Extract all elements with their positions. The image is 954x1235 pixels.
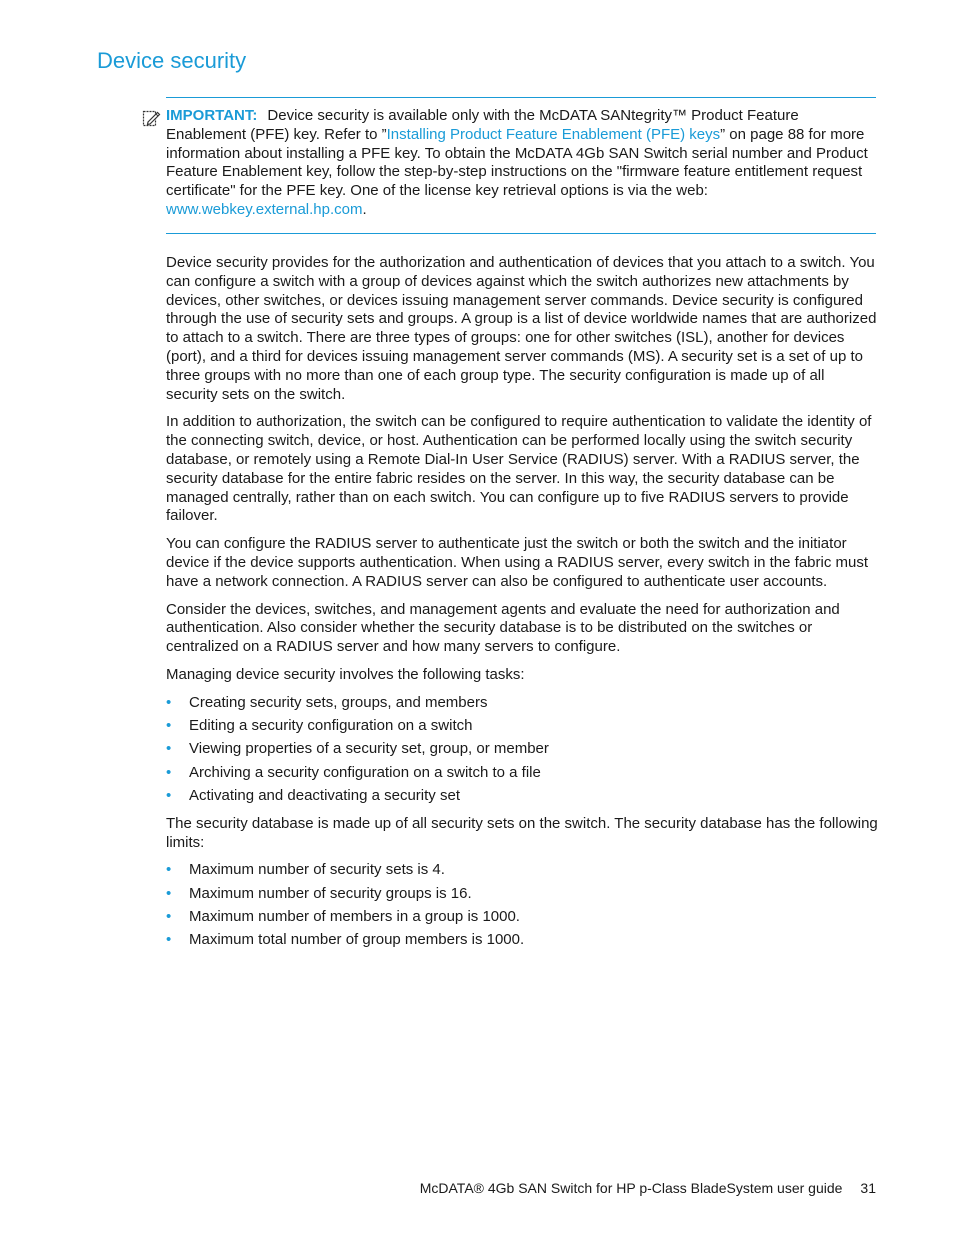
note-end: .	[362, 200, 367, 218]
paragraph: Device security provides for the authorization and authentication of devices that you attach to a switch. You can configure a switch with a group of devices against which the switch authorizes new attachments by devices, other switches, or devices issuing management server commands. Device security is configured through the use of security sets and groups. A group is a list of device worldwide names that are authorized to attach to a switch. There are three types of groups: one for other switches (ISL), another for devices (port), and a third for devices issuing management server commands (MS). A security set is a set of up to three groups with no more than one of each group type. The security configuration is made up of all security sets on the switch.	[166, 254, 877, 403]
paragraph: Consider the devices, switches, and management agents and evaluate the need for authorization and authentication. Also consider whether the security database is to be distributed on the switches or centralized on a RADIUS server and how many servers to configure.	[166, 600, 840, 656]
note-pencil-icon	[142, 108, 162, 128]
list-item	[166, 861, 878, 880]
limits-list	[166, 861, 878, 950]
bullet-icon: •	[166, 786, 172, 804]
bullet-icon: •	[166, 740, 172, 758]
list-item	[166, 740, 878, 759]
list-item	[166, 717, 878, 736]
list-item	[166, 764, 878, 783]
bullet-icon: •	[166, 907, 172, 925]
bullet-icon: •	[166, 717, 172, 735]
important-note	[166, 107, 878, 220]
note-text-after-link: ” on page 88 for more information about installing a PFE key. To obtain the McDATA 4Gb SAN Switch serial number and Product Feature Enablement key, follow the step-by-step instructions on the "firmware feature entitlement request certificate" for the PFE key. One of the license key retrieval options is via the web:	[166, 125, 868, 200]
note-text-before-link: Device security is available only with the McDATA SANtegrity™ Product Feature Enablement (PFE) key. Refer to ”	[166, 107, 799, 143]
list-item-text: Creating security sets, groups, and members	[189, 693, 488, 711]
paragraph: In addition to authorization, the switch can be configured to require authentication to validate the identity of the connecting switch, device, or host. Authentication can be performed locally using the switch security database, or remotely using a Remote Dial-In User Service (RADIUS) server. With a RADIUS server, the security database for the entire fabric resides on the server. In this way, the security database can be managed centrally, rather than on each switch. You can configure up to five RADIUS servers to provide failover.	[166, 413, 872, 525]
page-footer	[300, 1180, 876, 1196]
list-item	[166, 787, 878, 806]
list-item	[166, 694, 878, 713]
list-item-text: Maximum number of security groups is 16.	[189, 884, 472, 902]
list-item-text: Maximum number of members in a group is 1000.	[189, 907, 520, 925]
page-number: 31	[860, 1180, 876, 1196]
list-item-text: Maximum total number of group members is 1000.	[189, 931, 525, 949]
webkey-url-link[interactable]: www.webkey.external.hp.com	[166, 200, 363, 218]
list-item	[166, 908, 878, 927]
footer-doc-title: McDATA® 4Gb SAN Switch for HP p-Class BladeSystem user guide	[419, 1180, 843, 1196]
list-item-text: Activating and deactivating a security set	[189, 786, 460, 804]
page-title: Device security	[97, 48, 247, 73]
bottom-divider	[166, 233, 876, 234]
paragraph: You can configure the RADIUS server to authenticate just the switch or both the switch and the initiator device if the device supports authentication. When using a RADIUS server, every switch in the fabric must have a network connection. A RADIUS server can also be configured to authenticate user accounts.	[166, 535, 868, 590]
list-item	[166, 931, 878, 950]
list-item-text: Viewing properties of a security set, group, or member	[189, 740, 549, 758]
pfe-keys-link[interactable]: Installing Product Feature Enablement (PFE) keys	[386, 125, 721, 143]
list-item-text: Editing a security configuration on a switch	[189, 717, 473, 735]
bullet-icon: •	[166, 861, 172, 879]
list-item-text: Maximum number of security sets is 4.	[189, 861, 445, 879]
limits-intro: The security database is made up of all security sets on the switch. The security database has the following limits:	[166, 814, 878, 851]
list-item	[166, 885, 878, 904]
important-label: IMPORTANT:	[166, 107, 258, 124]
list-item-text: Archiving a security configuration on a switch to a file	[189, 763, 541, 781]
task-list	[166, 694, 878, 806]
bullet-icon: •	[166, 931, 172, 949]
bullet-icon: •	[166, 763, 172, 781]
bullet-icon: •	[166, 884, 172, 902]
paragraph: Managing device security involves the following tasks:	[166, 665, 525, 683]
body-content	[166, 254, 878, 959]
top-divider	[166, 97, 876, 98]
bullet-icon: •	[166, 693, 172, 711]
